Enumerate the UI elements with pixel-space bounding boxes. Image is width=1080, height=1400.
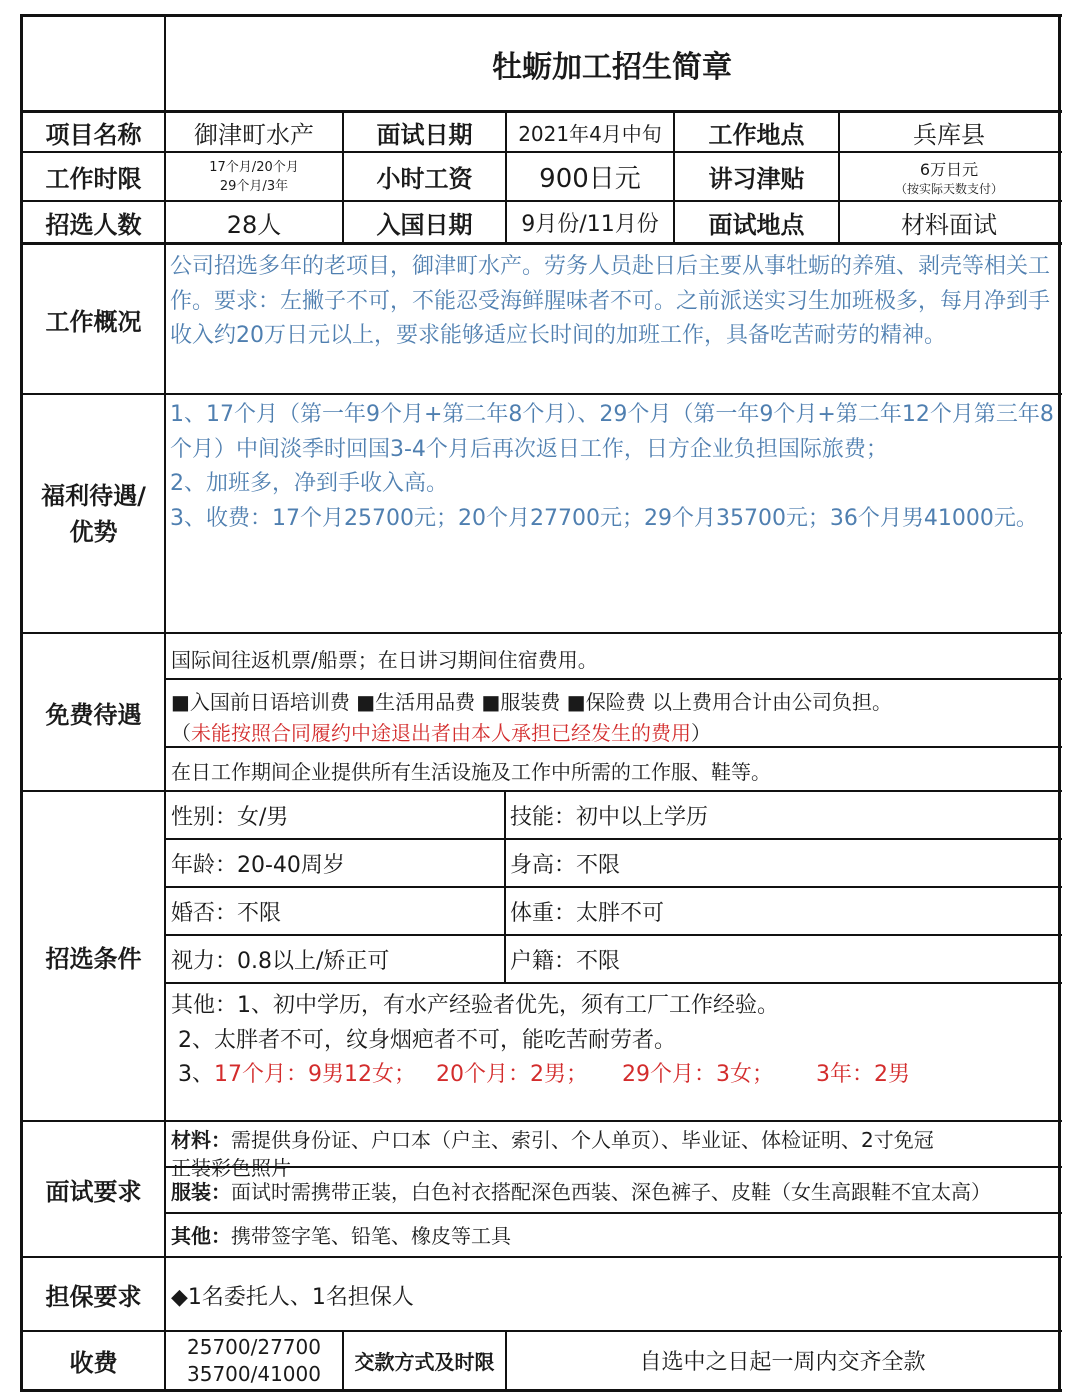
condition-weight: 体重：太胖不可 (510, 901, 665, 926)
payment-method-label: 交款方式及时限 (354, 1350, 495, 1374)
allowance-label: 讲习津贴 (708, 165, 805, 193)
allowance-line-1: 6万日元 (919, 159, 979, 179)
benefit-item-3: 3、收费：17个月25700元；20个月27700元；29个月35700元；36个月男41000元。 (170, 505, 1038, 531)
overview-text: 公司招选多年的老项目，御津町水产。劳务人员赴日后主要从事牡蛎的养殖、剥壳等相关工作。要求：左撇子不可，不能忍受海鲜腥味者不可。之前派送实习生加班极多，每月净到手收入约20万日元以上，要求能够适应长时间的加班工作，具备吃苦耐劳的精神。 (170, 254, 1051, 348)
payment-method-value: 自选中之日起一周内交齐全款 (639, 1350, 926, 1375)
project-label: 项目名称 (45, 120, 142, 149)
free-line-2: ■入国前日语培训费 ■生活用品费 ■服装费 ■保险费 以上费用合计由公司负担。 (171, 690, 893, 714)
free-line-3-open: （ (171, 721, 191, 745)
free-line-3 (171, 717, 711, 746)
interview-place-value: 材料面试 (901, 210, 997, 239)
work-place-value: 兵库县 (913, 120, 985, 149)
fee-amounts (166, 1332, 342, 1389)
term-line-2: 29个月/3年 (219, 178, 289, 194)
condition-height: 身高：不限 (510, 853, 621, 878)
interview-place-label: 面试地点 (708, 210, 805, 239)
interview-material-key: 材料： (171, 1128, 231, 1152)
term-label: 工作时限 (45, 165, 142, 193)
benefits-label (23, 395, 164, 632)
count-value: 28人 (226, 210, 282, 239)
condition-quota-29: 29个月：3女； (622, 1062, 774, 1087)
free-line-3-close: ） (691, 721, 711, 745)
conditions-label: 招选条件 (45, 944, 142, 973)
guarantee-label: 担保要求 (45, 1282, 142, 1311)
hourly-label: 小时工资 (376, 165, 473, 193)
condition-skill: 技能：初中以上学历 (510, 805, 709, 830)
allowance-line-2: （按实际天数支付） (894, 181, 1003, 196)
interview-material-text: 需提供身份证、户口本（户主、索引、个人单页）、毕业证、体检证明、2寸免冠 (231, 1128, 934, 1152)
condition-marriage: 婚否：不限 (171, 901, 282, 926)
free-line-4: 在日工作期间企业提供所有生活设施及工作中所需的工作服、鞋等。 (171, 760, 771, 784)
benefits-label-line-1: 福利待遇/ (41, 481, 146, 510)
fee-label: 收费 (69, 1349, 118, 1377)
benefits-label-line-2: 优势 (69, 517, 118, 546)
condition-quota-3y: 3年：2男 (816, 1062, 910, 1087)
fee-line-1: 25700/27700 (187, 1334, 321, 1359)
condition-quota-17: 17个月：9男12女； (214, 1062, 416, 1087)
condition-residence: 户籍：不限 (510, 949, 621, 974)
benefits-text (166, 396, 1058, 632)
term-line-1: 17个月/20个月 (209, 159, 299, 175)
entry-date-value: 9月份/11月份 (521, 211, 659, 237)
benefit-item-1: 1、17个月（第一年9个月+第二年8个月）、29个月（第一年9个月+第二年12个月第三年8个月）中间淡季时回国3-4个月后再次返日工作，日方企业负担国际旅费； (170, 402, 1054, 462)
condition-age: 年龄：20-40周岁 (171, 853, 345, 878)
interview-material-text-2: 正装彩色照片 (171, 1156, 291, 1180)
interview-date-value: 2021年4月中旬 (518, 121, 662, 146)
entry-date-label: 入国日期 (376, 210, 473, 239)
interview-other-key: 其他： (171, 1224, 231, 1248)
interview-material (171, 1126, 1058, 1180)
title-text: 牡蛎加工招生简章 (492, 49, 732, 85)
guarantee-text: ◆1名委托人、1名担保人 (171, 1285, 414, 1310)
condition-vision: 视力：0.8以上/矫正可 (171, 949, 390, 974)
interview-label: 面试要求 (45, 1177, 142, 1206)
condition-other-3 (178, 1057, 910, 1088)
interview-other (171, 1220, 1058, 1254)
interview-dress-key: 服装： (171, 1180, 231, 1204)
benefit-item-2: 2、加班多，净到手收入高。 (170, 471, 448, 496)
condition-other-2: 2、太胖者不可，纹身烟疤者不可，能吃苦耐劳者。 (178, 1028, 676, 1053)
interview-date-label: 面试日期 (376, 120, 473, 149)
condition-other-3-num: 3、 (178, 1062, 214, 1087)
interview-other-text: 携带签字笔、铅笔、橡皮等工具 (231, 1224, 511, 1248)
free-label: 免费待遇 (45, 700, 142, 729)
fee-line-2: 35700/41000 (187, 1361, 321, 1386)
interview-dress (171, 1176, 1058, 1210)
overview-label: 工作概况 (45, 307, 142, 336)
count-label: 招选人数 (45, 210, 142, 239)
free-line-3-red: 未能按照合同履约中途退出者由本人承担已经发生的费用 (191, 721, 691, 745)
page-title (166, 17, 1058, 110)
interview-dress-text: 面试时需携带正装，白色衬衣搭配深色西装、深色裤子、皮鞋（女生高跟鞋不宜太高） (231, 1180, 991, 1204)
free-line-1: 国际间往返机票/船票；在日讲习期间住宿费用。 (171, 648, 598, 672)
allowance-value (840, 153, 1058, 200)
hourly-value: 900日元 (539, 164, 641, 194)
project-value: 御津町水产 (194, 120, 314, 149)
term-value (166, 153, 342, 200)
work-place-label: 工作地点 (708, 120, 805, 149)
condition-quota-20: 20个月：2男； (436, 1062, 588, 1087)
condition-gender: 性别：女/男 (171, 805, 289, 830)
condition-other-1: 其他：1、初中学历，有水产经验者优先，须有工厂工作经验。 (171, 993, 779, 1018)
